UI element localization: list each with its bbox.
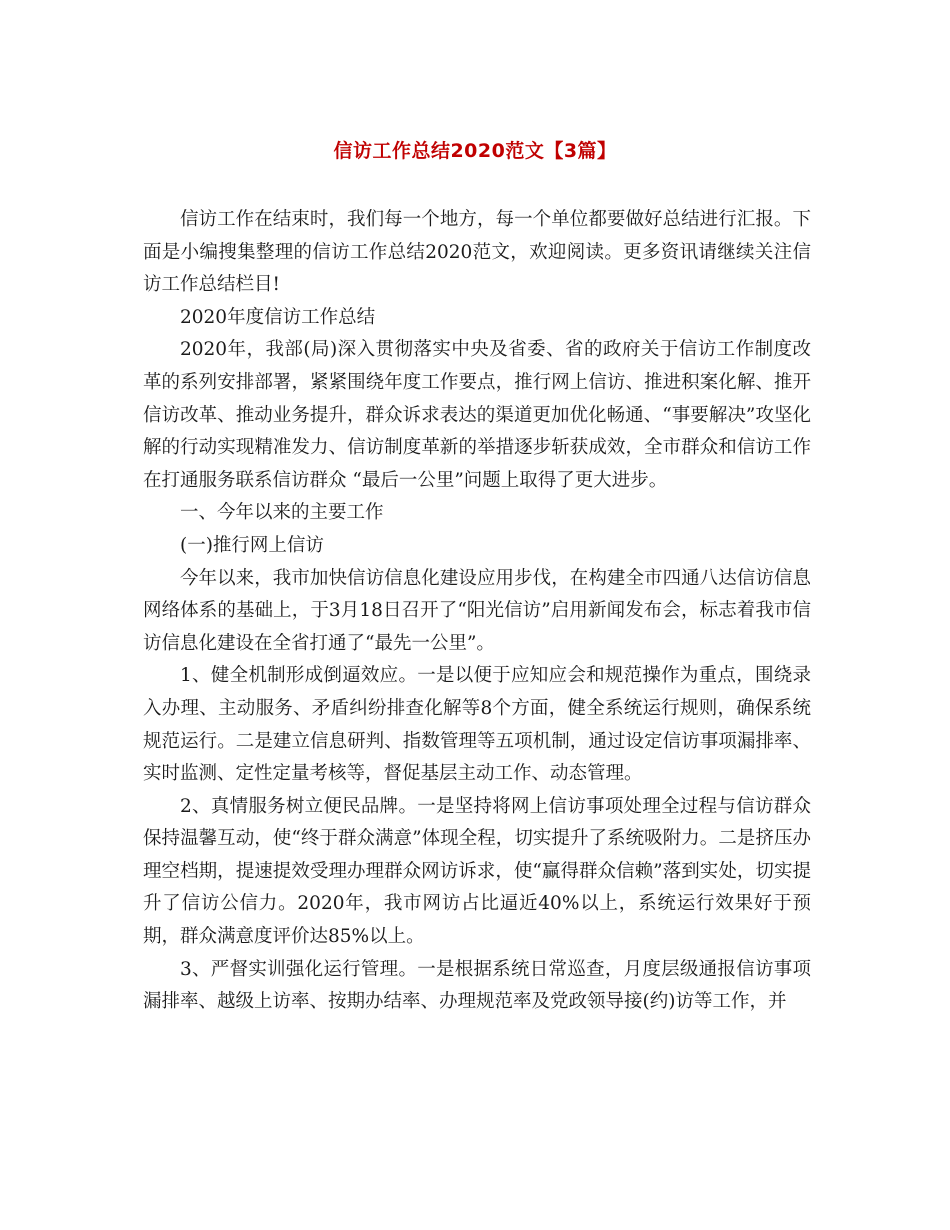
paragraph-heading-online-petition: (一)推行网上信访 [180, 534, 324, 556]
paragraph-item-1: 1、健全机制形成倒逼效应。一是以便于应知应会和规范操作为重点，围绕录入办理、主动服务、矛盾纠纷排查化解等8个方面，健全系统运行规则，确保系统规范运行。二是建立信息研判、指数管理等五项机制，通过设定信访事项漏排率、实时监测、定性定量考核等，督促基层主动工作、动态管理。 [143, 665, 811, 785]
paragraph-intro: 信访工作在结束时，我们每一个地方，每一个单位都要做好总结进行汇报。下面是小编搜集整理的信访工作总结2020范文，欢迎阅读。更多资讯请继续关注信访工作总结栏目! [143, 209, 811, 296]
paragraph-item-3: 3、严督实训强化运行管理。一是根据系统日常巡查，月度层级通报信访事项漏排率、越级上访率、按期办结率、办理规范率及党政领导接(约)访等工作，并 [143, 958, 811, 1013]
paragraph-item-2: 2、真情服务树立便民品牌。一是坚持将网上信访事项处理全过程与信访群众保持温馨互动，使“终于群众满意”体现全程，切实提升了系统吸附力。二是挤压办理空档期，提速提效受理办理群众网访诉求，使“赢得群众信赖”落到实处，切实提升了信访公信力。2020年，我市网访占比逼近40%以上，系统运行效果好于预期，群众满意度评价达85%以上。 [143, 795, 811, 948]
paragraph-overview: 2020年，我部(局)深入贯彻落实中央及省委、省的政府关于信访工作制度改革的系列安排部署，紧紧围绕年度工作要点，推行网上信访、推进积案化解、推开信访改革、推动业务提升，群众诉求表达的渠道更加优化畅通、“事要解决”攻坚化解的行动实现精准发力、信访制度革新的举措逐步斩获成效，全市群众和信访工作在打通服务联系信访群众 “最后一公里”问题上取得了更大进步。 [143, 339, 811, 491]
paragraph-heading-main-work: 一、今年以来的主要工作 [180, 502, 384, 524]
document-title: 信访工作总结2020范文【3篇】 [333, 140, 617, 162]
paragraph-section-heading: 2020年度信访工作总结 [180, 306, 376, 328]
paragraph-online-petition: 今年以来，我市加快信访信息化建设应用步伐，在构建全市四通八达信访信息网络体系的基础上，于3月18日召开了“阳光信访”启用新闻发布会，标志着我市信访信息化建设在全省打通了“最先一公里”。 [143, 567, 811, 654]
document-body [143, 204, 811, 1019]
